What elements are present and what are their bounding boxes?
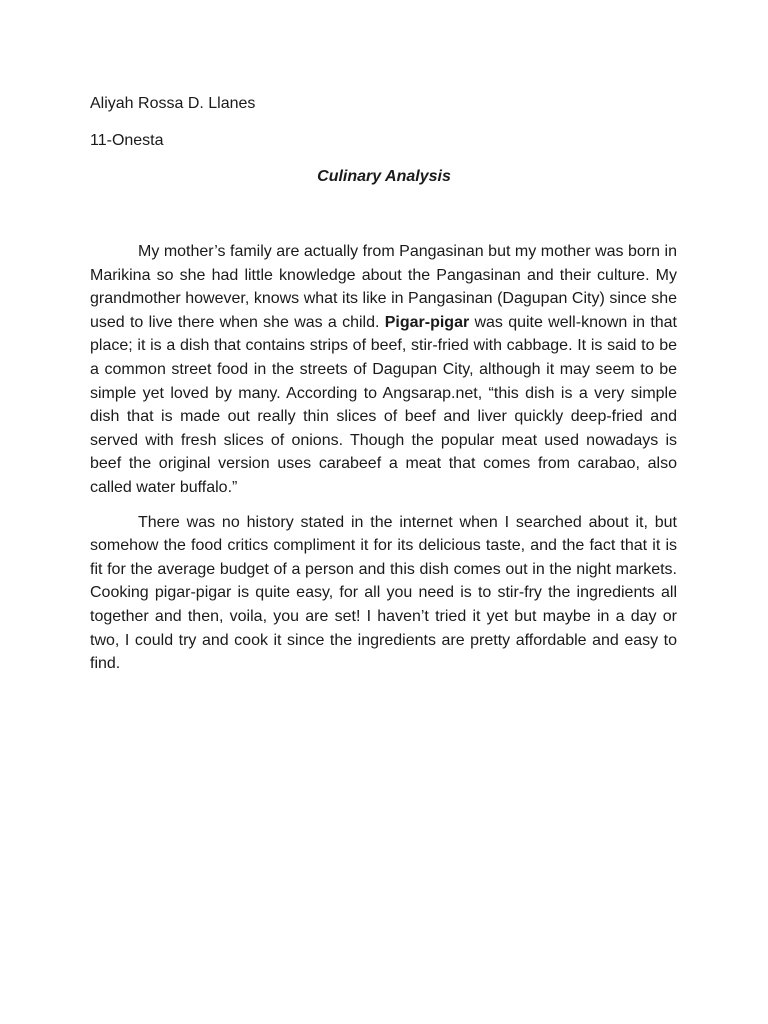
paragraph-2: There was no history stated in the internet when I searched about it, but somehow the food critics compliment it for its delicious taste, and the fact that it is fit for the average budget of a person and this dish comes out in the night markets. Cooking pigar-pigar is quite easy, for all you need is to stir-fry the ingredients all together and then, voila, you are set! I haven’t tried it yet but maybe in a day or two, I could try and cook it since the ingredients are pretty affordable and easy to find. [90, 513, 677, 673]
document-title: Culinary Analysis [317, 168, 451, 185]
dish-name-bold: Pigar-pigar [384, 313, 470, 331]
paragraph-1 [90, 240, 677, 500]
paragraph-1-intro: My mother’s family are actually from Pangasinan but my mother was born in Marikina so she had little knowledge about the Pangasinan and their culture. My grandmother however, knows what its like in Pangasinan (Dagupan City) since she used to live there when she was a child. [90, 243, 677, 331]
class-section: 11-Onesta [90, 132, 164, 149]
essay-body [90, 240, 677, 676]
author-name: Aliyah Rossa D. Llanes [90, 95, 256, 112]
paragraph-1-rest: was quite well-known in that place; it is a dish that contains strips of beef, stir-fried with cabbage. It is said to be a common street food in the streets of Dagupan City, although it may seem to be simple yet loved by many. According to Angsarap.net, “this dish is a very simple dish that is made out really thin slices of beef and liver quickly deep-fried and served with fresh slices of onions. Though the popular meat used nowadays is beef the original version uses carabeef a meat that comes from carabao, also called water buffalo.” [90, 313, 677, 496]
